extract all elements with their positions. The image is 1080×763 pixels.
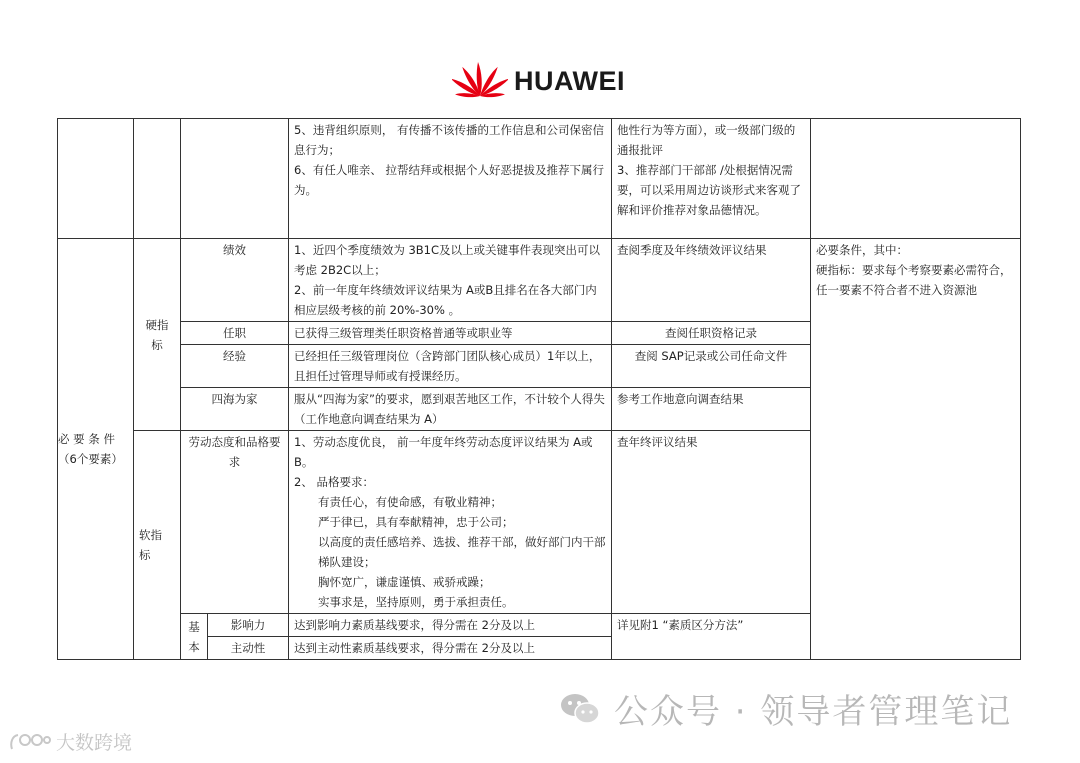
watermark-text: 公众号 · 领导者管理笔记 (614, 692, 1013, 732)
basic-label: 基 本 (181, 614, 208, 660)
wechat-icon (560, 692, 600, 726)
huawei-logo (452, 56, 628, 102)
table-row-performance (58, 239, 1021, 322)
group-label: 必 要 条 件 （6个要素） (58, 239, 134, 660)
criteria-line: 6、有任人唯亲、 拉帮结拜或根据个人好恶提拔及推荐下属行为。 (294, 163, 604, 197)
criteria-list-item: 胸怀宽广，谦虚谨慎、戒骄戒躁； (318, 575, 491, 589)
note-cell: 必要条件，其中： 硬指标：要求每个考察要素必需符合，任一要素不符合者不进入资源池 (811, 239, 1021, 660)
criteria-cell (289, 119, 612, 239)
soft-indicator-label: 软指 标 (134, 431, 181, 660)
watermark-small-text: 大数跨境 (56, 732, 133, 754)
method-line: 他性行为等方面），或一级部门级的通报批评 (617, 123, 796, 157)
criteria-list-item: 实事求是，坚持原则，勇于承担责任。 (318, 595, 514, 609)
method-cell (612, 119, 811, 239)
requirements-table (57, 118, 1021, 660)
item-label: 影响力 (208, 614, 289, 637)
method-line: 3、推荐部门干部部 /处根据情况需要，可以采用周边访谈形式来客观了解和评价推荐对象品德情况。 (617, 163, 801, 217)
method-cell: 查阅任职资格记录 (612, 322, 811, 345)
criteria-list-item: 以高度的责任感培养、选拔、推荐干部，做好部门内干部梯队建设； (318, 535, 606, 569)
criteria-cell: 已经担任三级管理岗位（含跨部门团队核心成员）1年以上，且担任过管理导师或有授课经历。 (289, 345, 612, 388)
method-cell: 查阅季度及年终绩效评议结果 (612, 239, 811, 322)
criteria-cell (289, 239, 612, 322)
criteria-cell: 达到主动性素质基线要求，得分需在 2分及以上 (289, 637, 612, 660)
bigdata-logo-icon (8, 731, 52, 753)
criteria-line: 2、前一年度年终绩效评议结果为 A或B且排名在各大部门内相应层级考核的前 20%-30% 。 (294, 283, 597, 317)
huawei-petal-logo (452, 56, 508, 102)
hard-indicator-label: 硬指 标 (134, 239, 181, 431)
watermark-wechat (560, 684, 1012, 733)
criteria-line: 2、 品格要求： (294, 475, 374, 489)
item-label: 绩效 (181, 239, 289, 322)
method-cell: 参考工作地意向调查结果 (612, 388, 811, 431)
criteria-cell: 已获得三级管理类任职资格普通等或职业等 (289, 322, 612, 345)
item-label: 劳动态度和品格要求 (181, 431, 289, 614)
method-cell: 查年终评议结果 (612, 431, 811, 614)
watermark-bigdata (8, 728, 132, 755)
item-label: 经验 (181, 345, 289, 388)
table-row-continued (58, 119, 1021, 239)
criteria-list-item: 严于律已，具有奉献精神，忠于公司； (318, 515, 514, 529)
criteria-line: 5、违背组织原则， 有传播不该传播的工作信息和公司保密信息行为； (294, 123, 604, 157)
method-cell: 详见附1 “素质区分方法” (612, 614, 811, 660)
item-label: 任职 (181, 322, 289, 345)
criteria-line: 1、近四个季度绩效为 3B1C及以上或关键事件表现突出可以考虑 2B2C以上； (294, 243, 601, 277)
brand-name: HUAWEI (514, 66, 625, 96)
item-label: 主动性 (208, 637, 289, 660)
criteria-cell: 服从“四海为家”的要求，愿到艰苦地区工作，不计较个人得失（工作地意向调查结果为 A） (289, 388, 612, 431)
criteria-cell: 达到影响力素质基线要求，得分需在 2分及以上 (289, 614, 612, 637)
item-label: 四海为家 (181, 388, 289, 431)
criteria-list-item: 有责任心，有使命感，有敬业精神； (318, 495, 502, 509)
criteria-cell (289, 431, 612, 614)
method-cell: 查阅 SAP记录或公司任命文件 (612, 345, 811, 388)
criteria-line: 1、劳动态度优良， 前一年度年终劳动态度评议结果为 A或B。 (294, 435, 593, 469)
